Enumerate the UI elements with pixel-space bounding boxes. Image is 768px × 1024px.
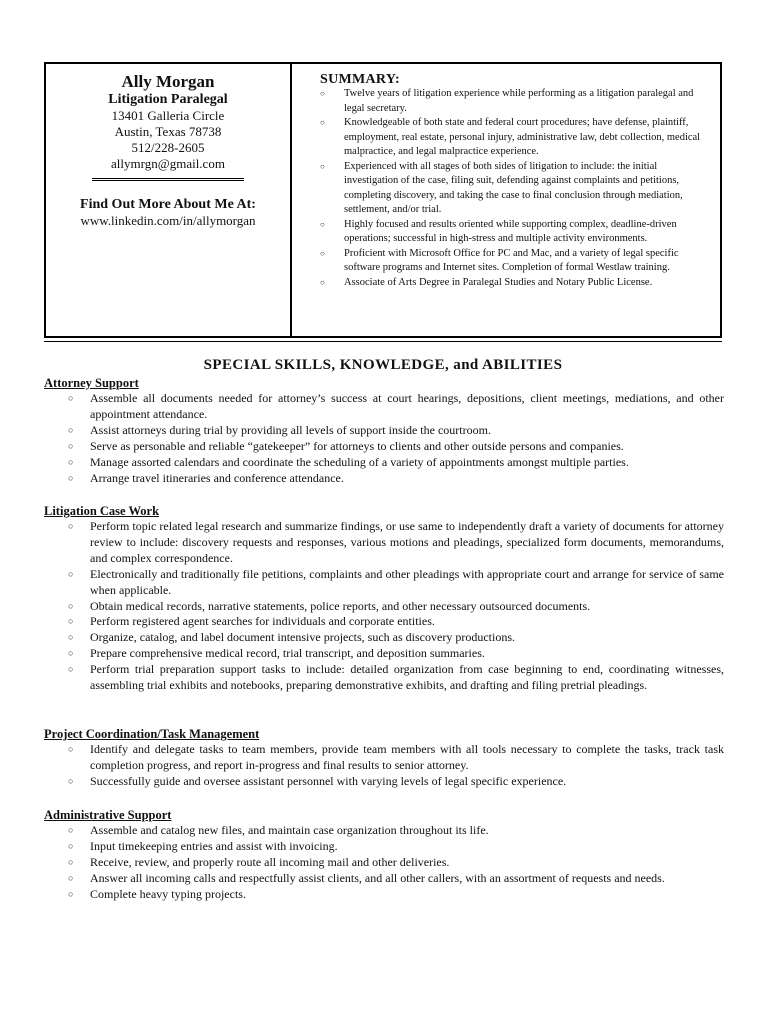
linkedin-link[interactable]: www.linkedin.com/in/allymorgan <box>80 213 256 228</box>
list-item: ○ Identify and delegate tasks to team members, provide team members with all tools necessary to complete the tasks, track task completion progress, and report in-progress and final results to senior attorney. <box>44 742 724 774</box>
summary-heading: SUMMARY: <box>320 72 400 87</box>
find-more-label: Find Out More About Me At: <box>80 197 256 212</box>
candidate-name: Ally Morgan <box>121 72 215 91</box>
list-item: ○ Manage assorted calendars and coordinate the scheduling of a variety of appointments amongst multiple parties. <box>44 455 724 471</box>
list-item: ○ Answer all incoming calls and respectfully assist clients, and all other callers, with an assortment of requests and needs. <box>44 871 724 887</box>
list-item: ○ Assemble and catalog new files, and maintain case organization throughout its life. <box>44 823 724 839</box>
contact-divider <box>92 178 244 181</box>
list-item: ○ Input timekeeping entries and assist with invoicing. <box>44 839 724 855</box>
summary-item: ○ Knowledgeable of both state and federal court procedures; have defense, plaintiff, employment, real estate, personal injury, administrative law, debt collection, medical malpractice, and legal malpractice experience. <box>320 116 710 160</box>
address-line-1: 13401 Galleria Circle <box>111 108 225 123</box>
section-administrative-support <box>44 808 724 903</box>
list-item: ○ Serve as personable and reliable “gatekeeper” for attorneys to clients and other outside persons and companies. <box>44 439 724 455</box>
list-item: ○ Organize, catalog, and label document intensive projects, such as discovery productions. <box>44 630 724 646</box>
section-attorney-support <box>44 376 724 486</box>
section-litigation-case-work <box>44 504 724 694</box>
contact-panel <box>46 64 292 336</box>
list-item: ○ Receive, review, and properly route all incoming mail and other deliveries. <box>44 855 724 871</box>
section-heading: Administrative Support <box>44 808 172 822</box>
summary-panel <box>292 64 720 336</box>
summary-item: ○ Experienced with all stages of both sides of litigation to include: the initial investigation of the case, filing suit, defending against complaints and petitions, completing discovery, and taking the case to final conclusion through mediation, settlement, and/or trial. <box>320 160 710 218</box>
phone-number: 512/228-2605 <box>131 140 205 155</box>
section-list <box>44 391 724 486</box>
section-heading: Attorney Support <box>44 376 139 390</box>
skills-heading: SPECIAL SKILLS, KNOWLEDGE, and ABILITIES <box>203 357 563 373</box>
list-item: ○ Perform topic related legal research and summarize findings, or use same to independently draft a variety of documents for attorney review to include: discovery requests and responses, various motions and pleadings, specialized form documents, memorandums, and complex correspondence. <box>44 519 724 567</box>
summary-item: ○ Associate of Arts Degree in Paralegal Studies and Notary Public License. <box>320 276 710 291</box>
summary-item: ○ Twelve years of litigation experience while performing as a litigation paralegal and legal secretary. <box>320 87 710 116</box>
section-project-coordination <box>44 727 724 790</box>
section-heading: Litigation Case Work <box>44 504 160 518</box>
summary-item: ○ Proficient with Microsoft Office for PC and Mac, and a variety of legal specific software programs and Internet sites. Completion of formal Westlaw training. <box>320 247 710 276</box>
section-divider <box>44 341 722 342</box>
address-line-2: Austin, Texas 78738 <box>114 124 222 139</box>
section-list <box>44 519 724 694</box>
list-item: ○ Perform trial preparation support tasks to include: detailed organization from case beginning to end, coordinating witnesses, assembling trial exhibits and notebooks, preparing demonstrative exhibits, and drafting and filing pretrial pleadings. <box>44 662 724 694</box>
list-item: ○ Arrange travel itineraries and conference attendance. <box>44 471 724 487</box>
section-list <box>44 742 724 790</box>
list-item: ○ Obtain medical records, narrative statements, police reports, and other necessary outsourced documents. <box>44 599 724 615</box>
section-heading: Project Coordination/Task Management <box>44 727 260 741</box>
list-item: ○ Prepare comprehensive medical record, trial transcript, and deposition summaries. <box>44 646 724 662</box>
list-item: ○ Assist attorneys during trial by providing all levels of support inside the courtroom. <box>44 423 724 439</box>
list-item: ○ Electronically and traditionally file petitions, complaints and other pleadings with appropriate court and arrange for service of same when applicable. <box>44 567 724 599</box>
list-item: ○ Successfully guide and oversee assistant personnel with varying levels of legal specific experience. <box>44 774 724 790</box>
list-item: ○ Perform registered agent searches for individuals and corporate entities. <box>44 614 724 630</box>
list-item: ○ Assemble all documents needed for attorney’s success at court hearings, depositions, client meetings, mediations, and other appointment attendance. <box>44 391 724 423</box>
section-list <box>44 823 724 903</box>
candidate-title: Litigation Paralegal <box>108 92 228 107</box>
email-address: allymrgn@gmail.com <box>111 156 225 171</box>
summary-item: ○ Highly focused and results oriented while supporting complex, deadline-driven operations; successful in high-stress and multiple activity environments. <box>320 218 710 247</box>
list-item: ○ Complete heavy typing projects. <box>44 887 724 903</box>
header-box <box>44 62 722 338</box>
summary-list <box>320 87 710 290</box>
